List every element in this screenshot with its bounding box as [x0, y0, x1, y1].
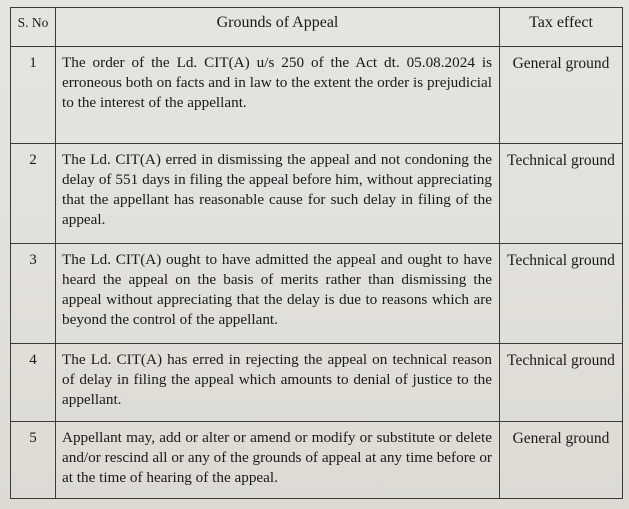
- row-tax-effect: Technical ground: [500, 344, 623, 422]
- row-sno: 1: [11, 47, 56, 144]
- table-header-row: [11, 8, 623, 47]
- row-sno: 4: [11, 344, 56, 422]
- table-row: [11, 244, 623, 344]
- row-tax-effect: General ground: [500, 422, 623, 499]
- row-ground-text: The Ld. CIT(A) erred in dismissing the appeal and not condoning the delay of 551 days in filing the appeal before him, without appreciating that the appellant has reasonable cause for such delay in filing of the appeal.: [56, 144, 500, 244]
- row-tax-effect: Technical ground: [500, 244, 623, 344]
- row-tax-effect: General ground: [500, 47, 623, 144]
- grounds-of-appeal-table: [10, 7, 623, 499]
- table-row: [11, 422, 623, 499]
- row-ground-text: The Ld. CIT(A) has erred in rejecting the appeal on technical reason of delay in filing the appeal which amounts to denial of justice to the appellant.: [56, 344, 500, 422]
- header-grounds: Grounds of Appeal: [56, 8, 500, 47]
- table-row: [11, 144, 623, 244]
- row-ground-text: The order of the Ld. CIT(A) u/s 250 of the Act dt. 05.08.2024 is erroneous both on facts and in law to the extent the order is prejudicial to the interest of the appellant.: [56, 47, 500, 144]
- header-tax-effect: Tax effect: [500, 8, 623, 47]
- table-row: [11, 47, 623, 144]
- row-ground-text: Appellant may, add or alter or amend or modify or substitute or delete and/or rescind all or any of the grounds of appeal at any time before or at the time of hearing of the appeal.: [56, 422, 500, 499]
- row-sno: 3: [11, 244, 56, 344]
- row-tax-effect: Technical ground: [500, 144, 623, 244]
- header-sno: S. No: [11, 8, 56, 47]
- row-sno: 2: [11, 144, 56, 244]
- table-row: [11, 344, 623, 422]
- row-sno: 5: [11, 422, 56, 499]
- row-ground-text: The Ld. CIT(A) ought to have admitted the appeal and ought to have heard the appeal on the basis of merits rather than dismissing the appeal without appreciating that the delay is due to reasons which are beyond the control of the appellant.: [56, 244, 500, 344]
